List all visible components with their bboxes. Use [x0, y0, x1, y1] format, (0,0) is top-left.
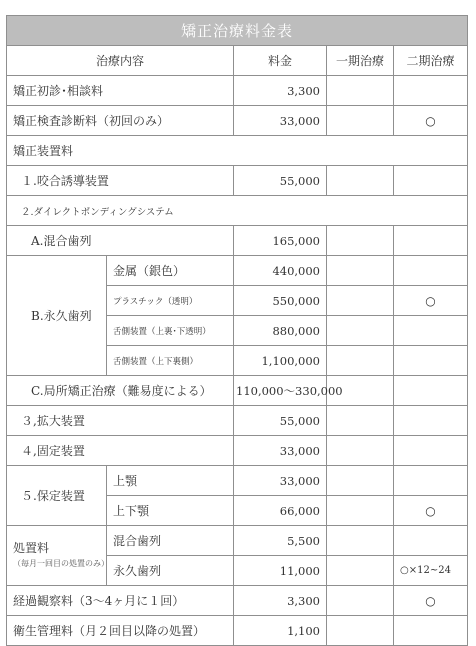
row-label: 混合歯列	[107, 526, 234, 556]
row-label: ３,拡大装置	[7, 406, 234, 436]
title-row	[7, 16, 468, 46]
row-phase2: ○	[394, 586, 468, 616]
treatment-label: 処置料	[13, 540, 50, 555]
table-row	[7, 166, 468, 196]
header-content: 治療内容	[7, 46, 234, 76]
row-phase1	[327, 586, 394, 616]
row-label: 上下顎	[107, 496, 234, 526]
row-fee: 55,000	[234, 166, 327, 196]
row-fee: 3,300	[234, 586, 327, 616]
row-phase2	[394, 166, 468, 196]
table-row	[7, 436, 468, 466]
row-phase1	[327, 616, 394, 646]
treatment-note: （毎月一回目の処置のみ）	[13, 558, 109, 568]
row-fee: 440,000	[234, 256, 327, 286]
row-fee: 11,000	[234, 556, 327, 586]
row-phase2	[394, 226, 468, 256]
row-phase1	[327, 76, 394, 106]
section-row	[7, 196, 468, 226]
section-label: ２.ダイレクトボンディングシステム	[7, 196, 468, 226]
table-row	[7, 586, 468, 616]
row-phase1	[327, 436, 394, 466]
row-label: 矯正初診･相談料	[7, 76, 234, 106]
row-fee: 110,000～330,000	[234, 376, 327, 406]
row-phase2	[394, 316, 468, 346]
row-phase2	[394, 526, 468, 556]
row-label: ４,固定装置	[7, 436, 234, 466]
fee-table	[6, 15, 468, 646]
row-phase2	[394, 256, 468, 286]
row-phase2	[394, 436, 468, 466]
group-label-retainer: ５.保定装置	[7, 466, 107, 526]
table-row	[7, 256, 468, 286]
row-label: 上顎	[107, 466, 234, 496]
row-fee: 1,100,000	[234, 346, 327, 376]
table-row	[7, 466, 468, 496]
row-phase1	[327, 106, 394, 136]
section-row	[7, 136, 468, 166]
row-fee: 550,000	[234, 286, 327, 316]
group-label-treatment	[7, 526, 107, 586]
row-label: A.混合歯列	[7, 226, 234, 256]
row-phase1	[327, 466, 394, 496]
row-fee: 1,100	[234, 616, 327, 646]
row-fee: 33,000	[234, 436, 327, 466]
table-title: 矯正治療料金表	[7, 16, 468, 46]
row-phase1	[327, 406, 394, 436]
group-label-permanent: B.永久歯列	[7, 256, 107, 376]
table-row	[7, 106, 468, 136]
row-phase2	[394, 616, 468, 646]
row-label: 舌側装置（上下裏側）	[107, 346, 234, 376]
header-row	[7, 46, 468, 76]
row-phase2	[394, 76, 468, 106]
row-label: プラスチック（透明）	[107, 286, 234, 316]
row-phase2	[394, 406, 468, 436]
row-phase2: ○	[394, 496, 468, 526]
row-phase1	[327, 346, 394, 376]
row-fee: 165,000	[234, 226, 327, 256]
row-label: 金属（銀色）	[107, 256, 234, 286]
row-phase1	[327, 316, 394, 346]
table-row	[7, 376, 468, 406]
row-phase1	[327, 286, 394, 316]
row-fee: 33,000	[234, 466, 327, 496]
row-label: １.咬合誘導装置	[7, 166, 234, 196]
row-phase1	[327, 256, 394, 286]
row-phase1	[327, 556, 394, 586]
header-fee: 料金	[234, 46, 327, 76]
row-phase2: ○	[394, 286, 468, 316]
table-row	[7, 406, 468, 436]
table-row	[7, 616, 468, 646]
row-fee: 3,300	[234, 76, 327, 106]
row-phase2: ○	[394, 106, 468, 136]
row-phase2	[394, 376, 468, 406]
row-label: 衛生管理料（月２回目以降の処置）	[7, 616, 234, 646]
row-phase2	[394, 466, 468, 496]
table-row	[7, 76, 468, 106]
row-phase2	[394, 346, 468, 376]
row-fee: 66,000	[234, 496, 327, 526]
table-row	[7, 226, 468, 256]
row-phase1	[327, 496, 394, 526]
row-label: 矯正検査診断料（初回のみ）	[7, 106, 234, 136]
section-label: 矯正装置料	[7, 136, 468, 166]
header-phase2: 二期治療	[394, 46, 468, 76]
row-label: 舌側装置（上裏･下透明）	[107, 316, 234, 346]
header-phase1: 一期治療	[327, 46, 394, 76]
row-phase1	[327, 526, 394, 556]
row-phase1	[327, 226, 394, 256]
row-fee: 880,000	[234, 316, 327, 346]
row-label: 永久歯列	[107, 556, 234, 586]
table-row	[7, 526, 468, 556]
row-phase1	[327, 166, 394, 196]
row-fee: 55,000	[234, 406, 327, 436]
row-fee: 33,000	[234, 106, 327, 136]
row-phase2: ○×12~24	[394, 556, 468, 586]
row-label: 経過観察料（3～4ヶ月に１回）	[7, 586, 234, 616]
row-label: C.局所矯正治療（難易度による）	[7, 376, 234, 406]
row-fee: 5,500	[234, 526, 327, 556]
